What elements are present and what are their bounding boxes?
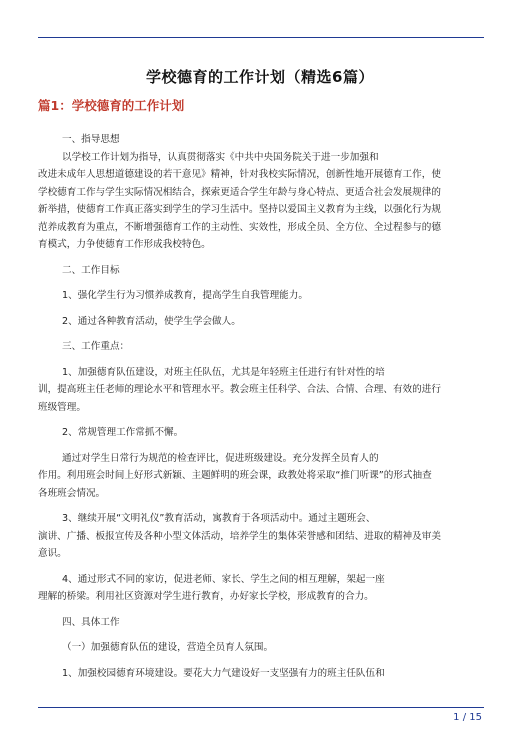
- paragraph-gap: [38, 442, 484, 450]
- paragraph-gap: [38, 502, 484, 510]
- document-title: 学校德育的工作计划（精选6篇）: [146, 68, 374, 86]
- text-line: 育模式，力争使德育工作形成我校特色。: [38, 239, 211, 250]
- text-line: 通过对学生日常行为规范的检查评比，促进班级建设。充分发挥全员育人的: [62, 452, 379, 464]
- paragraph-gap: [38, 563, 484, 571]
- section-heading: 篇1：学校德育的工作计划: [38, 98, 185, 113]
- paragraph-gap: [38, 305, 484, 313]
- text-line: 演讲、广播、板报宣传及各种小型文体活动，培养学生的集体荣誉感和团结、进取的精神及审美: [38, 530, 441, 542]
- footer-rule: [38, 707, 484, 708]
- text-line: 一、指导思想: [62, 134, 120, 145]
- text-line: 范养成教育为重点，不断增强德育工作的主动性、实效性，形成全员、全方位、全过程参与的德: [38, 221, 441, 233]
- text-line: 2、通过各种教育活动，使学生学会做人。: [62, 315, 241, 327]
- text-line: 3、继续开展“文明礼仪”教育活动，寓教育于各项活动中。通过主题班会、: [62, 513, 376, 524]
- text-line: （一）加强德育队伍的建设，营造全员育人氛围。: [62, 642, 274, 653]
- text-line: 以学校工作计划为指导，认真贯彻落实《中共中央国务院关于进一步加强和: [62, 151, 379, 163]
- text-line: 改进未成年人思想道德建设的若干意见》精神，针对我校实际情况，创新性地开展德育工作，使: [38, 169, 441, 180]
- paragraph-gap: [38, 356, 484, 364]
- text-line: 1、加强德育队伍建设，对班主任队伍，尤其是年轻班主任进行有针对性的培: [62, 366, 385, 378]
- text-line: 各班班会情况。: [38, 487, 106, 499]
- paragraph-gap: [38, 279, 484, 287]
- text-line: 1、加强校园德育环境建设。要花大力气建设好一支坚强有力的班主任队伍和: [62, 667, 385, 679]
- paragraph-gap: [38, 631, 484, 639]
- body-text: [38, 131, 484, 682]
- text-line: 训，提高班主任老师的理论水平和管理水平。教会班主任科学、合法、合情、合理、有效的进行: [38, 384, 441, 395]
- text-line: 理解的桥梁。利用社区资源对学生进行教育，办好家长学校，形成教育的合力。: [38, 591, 374, 602]
- paragraph-gap: [38, 416, 484, 424]
- text-line: 2、常规管理工作常抓不懈。: [62, 427, 184, 438]
- text-line: 学校德育工作与学生实际情况相结合，探索更适合学生年龄与身心特点、更适合社会发展规律的: [38, 186, 441, 198]
- paragraph-gap: [38, 254, 484, 262]
- header-rule: [38, 37, 484, 38]
- paragraph-gap: [38, 657, 484, 665]
- paragraph-gap: [38, 606, 484, 614]
- text-line: 三、工作重点：: [62, 341, 130, 352]
- text-line: 新举措，使德育工作真正落实到学生的学习生活中。坚持以爱国主义教育为主线，以强化行为规: [38, 204, 441, 215]
- text-line: 1、强化学生行为习惯养成教育，提高学生自我管理能力。: [62, 290, 308, 301]
- text-line: 四、具体工作: [62, 616, 120, 628]
- text-line: 班级管理。: [38, 401, 86, 413]
- text-line: 作用。利用班会时间上好形式新颖、主题鲜明的班会课，政教处将采取“推门听课”的形式抽查: [38, 470, 432, 481]
- text-line: 4、通过形式不同的家访，促进老师、家长、学生之间的相互理解，架起一座: [62, 573, 385, 585]
- page-number: 1 / 15: [453, 712, 482, 723]
- text-line: 二、工作目标: [62, 264, 120, 276]
- paragraph-gap: [38, 330, 484, 338]
- text-line: 意识。: [38, 548, 67, 559]
